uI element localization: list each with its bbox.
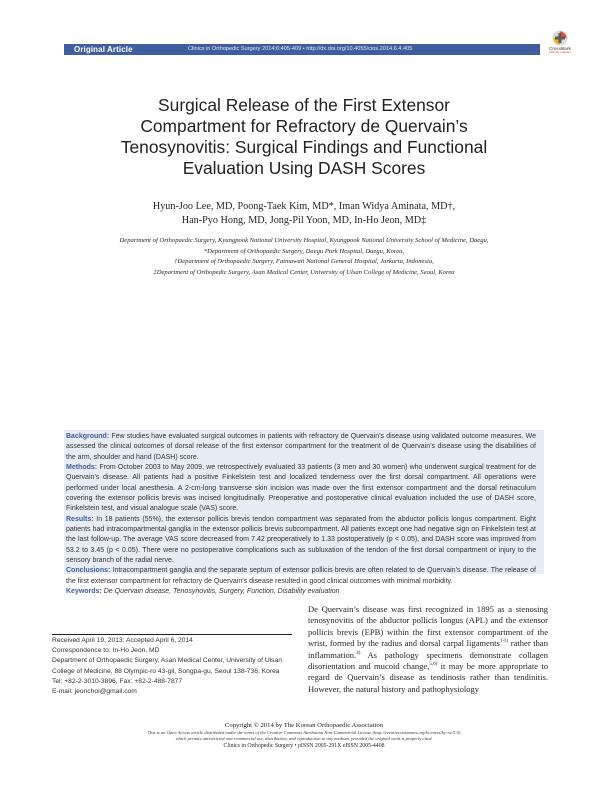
author-list — [64, 200, 544, 228]
ref-citation[interactable]: 4) — [356, 650, 361, 656]
abstract — [66, 432, 536, 598]
received-dates: Received April 19, 2013; Accepted April 6, 2014 — [52, 637, 193, 644]
body-paragraph — [308, 604, 548, 695]
crossmark-label: CrossMark — [549, 46, 571, 51]
title-line: Surgical Release of the First Extensor — [158, 95, 450, 115]
crossmark-icon — [552, 30, 568, 46]
correspondence-email[interactable]: E-mail: jeonchoi@gmail.com — [52, 688, 137, 696]
affiliation: Department of Orthopaedic Surgery, Kyungpook National University Hospital, Kyungpook National University School of Medicine, Daegu, — [119, 237, 489, 244]
affiliation: ‡Department of Orthopedic Surgery, Asan Medical Center, University of Ulsan College of Medicine, Seoul, Korea — [153, 268, 455, 276]
affiliation: *Department of Orthopaedic Surgery, Daegu Park Hospital, Daegu, Korea, — [203, 247, 405, 255]
results-text: In 18 patients (55%), the extensor pollicis brevis tendon compartment was separated from the abductor pollicis longus compartment. Eight patients had intracompartmental ganglia in the extensor pollicis brevis subcompartment. All patients except one had negative sign on Finkelstein test at the last follow-up. The average VAS score decreased from 7.42 preoperatively to 1.33 postoperatively (p < 0.05), and DASH score was improved from 53.2 to 3.45 (p < 0.05). There were no postoperative complications such as subluxation of the tendon of the first dorsal compartment or injury to the sensory branch of the radial nerve. — [66, 515, 536, 565]
keywords-text: De Quervain disease, Tenosynovitis, Surgery, Function, Disability evaluation — [103, 588, 340, 596]
conclusions-text: Intracompartment ganglia and the separate septum of extensor pollicis brevis are often related to de Quervain’s disease. The release of the first extensor compartment for refractory de Quervain’s disease resulted in good clinical outcomes with minimal morbidity. — [66, 567, 536, 585]
title-line: Tenosynovitis: Surgical Findings and Functional — [120, 137, 488, 157]
citation-link[interactable]: Clinics in Orthopedic Surgery 2014;6:405-409 • http://dx.doi.org/10.4055/cios.2014.6.4.405 — [188, 46, 413, 52]
abstract-background — [66, 432, 536, 463]
abstract-keywords — [66, 587, 536, 597]
article-title — [64, 95, 544, 179]
title-line: Compartment for Refractory de Quervain’s — [140, 116, 468, 136]
background-text: Few studies have evaluated surgical outcomes in patients with refractory de Quervain’s disease using validated outcome measures. We assessed the clinical outcomes of dorsal release of the first extensor compartment for the treatment of de Quervain’s disease using the disabilities of the arm, shoulder and hand (DASH) score. — [66, 433, 536, 461]
body-text: rather than inflammation. — [308, 638, 548, 660]
affiliations — [64, 236, 544, 278]
conclusions-label: Conclusions: — [66, 567, 111, 575]
correspondence-address: Department of Orthopaedic Surgery, Asan Medical Center, University of Ulsan College of Medicine, 88 Olympic-ro 43-gil, Songpa-gu, Seoul 138-736, Korea — [52, 657, 282, 675]
authors-line: Han-Pyo Hong, MD, Jong-Pil Yoon, MD, In-Ho Jeon, MD‡ — [181, 215, 427, 226]
body-text: it may be more appropriate to regard de Quervain’s disease as tendinosis rather than tendinitis. However, the natural history and pathophysiology — [308, 661, 548, 694]
affiliation: †Department of Orthopaedic Surgery, Fatmawati National General Hospital, Jarkarta, Indonesia, — [174, 258, 434, 266]
abstract-conclusions — [66, 566, 536, 587]
correspondence-block — [52, 634, 298, 697]
license-line: This is an Open Access article distributed under the terms of the Creative Commons Attribution Non-Commercial License (http://creativecommons.org/licenses/by-nc/3.0) — [147, 730, 461, 735]
authors-line: Hyun-Joo Lee, MD, Poong-Taek Kim, MD*, Iman Widya Aminata, MD†, — [152, 201, 456, 212]
abstract-methods — [66, 463, 536, 515]
title-line: Evaluation Using DASH Scores — [182, 158, 426, 178]
abstract-results — [66, 515, 536, 567]
methods-label: Methods: — [66, 464, 98, 472]
issn-line: Clinics in Orthopedic Surgery • pISSN 2005-291X eISSN 2005-4408 — [223, 743, 385, 749]
keywords-label: Keywords: — [66, 588, 102, 596]
ref-citation[interactable]: 1-3) — [499, 639, 509, 645]
results-label: Results: — [66, 515, 94, 523]
license-line: which permits unrestricted non-commercial use, distribution, and reproduction in any medium, provided the original work is properly cited. — [175, 736, 433, 741]
body-text: De Quervain’s disease was first recognized in 1895 as a stenosing tenosynovitis of the abductor pollicis longus (APL) and the extensor pollicis brevis (EPB) within the first extensor compartment of the wrist, formed by the radius and dorsal carpal ligaments — [308, 604, 548, 649]
methods-text: From October 2003 to May 2009, we retrospectively evaluated 33 patients (3 men and 30 women) who underwent surgical treatment for de Quervain’s disease. All patients had a positive Finkelstein test and localized tenderness over the first dorsal compartment. All operations were performed under local anesthesia. A 2-cm-long transverse skin incision was made over the first extensor compartment and the dorsal retinaculum covering the extensor pollicis brevis was incised longitudinally. Preoperative and postoperative clinical evaluation included the use of DASH score, Finkelstein test, and visual analogue scale (VAS) score. — [66, 464, 536, 513]
ref-citation[interactable]: 5,6) — [429, 662, 438, 668]
page-footer — [40, 722, 568, 750]
body-text: As pathology specimens demonstrate collagen disorientation and mucoid change, — [308, 649, 548, 672]
crossmark-badge[interactable] — [545, 30, 575, 54]
correspondence-tel: Tel: +82-2-3010-3896, Fax: +82-2-488-7877 — [52, 677, 183, 685]
background-label: Background: — [66, 433, 110, 440]
section-label: Original Article — [74, 45, 133, 54]
crossmark-sub: click for updates — [549, 50, 571, 54]
copyright: Copyright © 2014 by The Korean Orthopaedic Association — [224, 722, 384, 729]
correspondence-to: Correspondence to: In-Ho Jeon, MD — [52, 647, 160, 655]
